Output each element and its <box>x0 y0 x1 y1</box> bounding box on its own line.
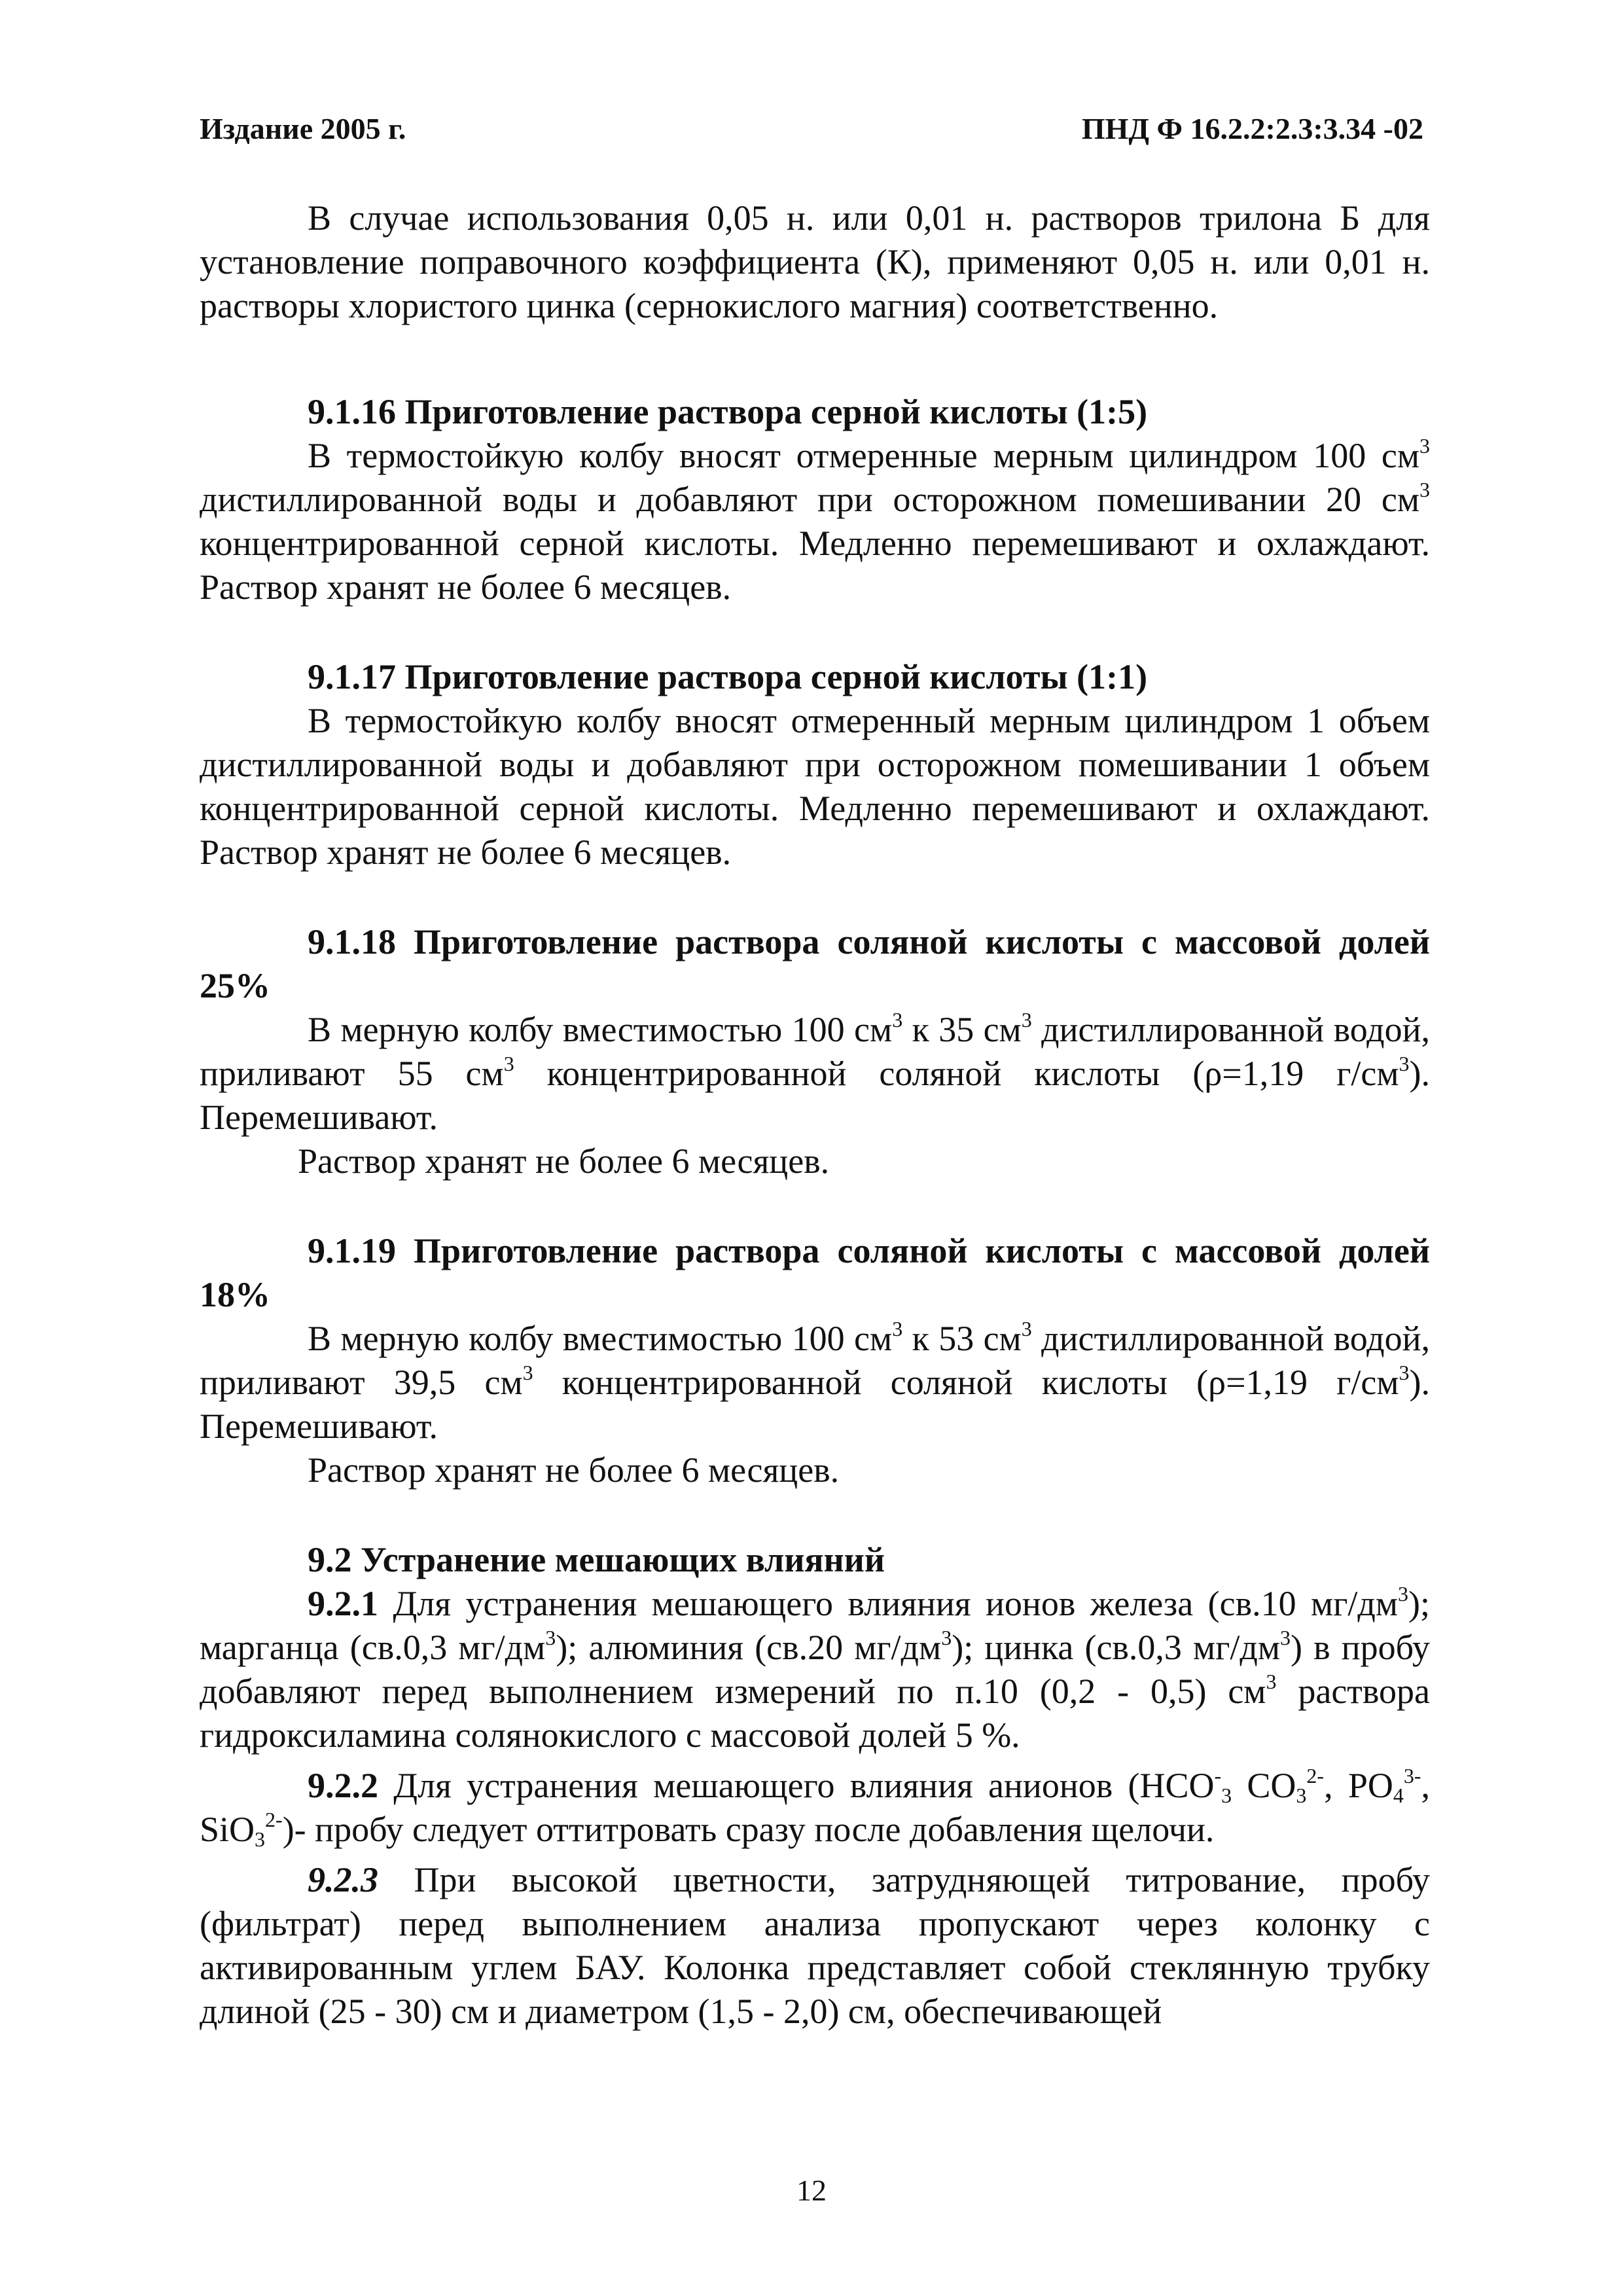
document-code: ПНД Ф 16.2.2:2.3:3.34 -02 <box>1081 112 1423 145</box>
page-header <box>200 111 1423 146</box>
page-content <box>200 196 1430 2034</box>
section-9-1-17-body: В термостойкую колбу вносят отмеренный мерным цилиндром 1 объем дистиллированной воды и добавляют при осторожном помешивании 1 объем концентрированной серной кислоты. Медленно перемешивают и охлаждают. Раствор хранят не более 6 месяцев. <box>200 701 1430 872</box>
section-heading-9-1-18: 9.1.18 Приготовление раствора соляной кислоты с массовой долей 25% <box>200 922 1430 1005</box>
edition-label: Издание 2005 г. <box>200 112 406 145</box>
section-9-2-2-body: 9.2.2 Для устранения мешающего влияния анионов ($HCO^-_3$ $CO_3^{2-}$, $PO_4^{3-}$, SiO$_3^{2-}$)- пробу следует оттитровать сразу после добавления щелочи. <box>200 1764 1430 1851</box>
intro-paragraph: В случае использования 0,05 н. или 0,01 н. растворов трилона Б для установление поправочного коэффициента (К), применяют 0,05 н. или 0,01 н. растворы хлористого цинка (сернокислого магния) соответственно. <box>200 198 1430 325</box>
section-heading-9-1-19: 9.1.19 Приготовление раствора соляной кислоты с массовой долей 18% <box>200 1231 1430 1314</box>
section-9-1-16-body: В термостойкую колбу вносят отмеренные мерным цилиндром 100 $см^3$ дистиллированной воды и добавляют при осторожном помешивании 20 $см^3$ концентрированной серной кислоты. Медленно перемешивают и охлаждают. Раствор хранят не более 6 месяцев. <box>200 434 1430 607</box>
section-9-2-1-body: 9.2.1 Для устранения мешающего влияния ионов железа (св.10 $мг/дм^3$); марганца (св.0,3 $мг/дм^3$); алюминия (св.20 $мг/дм^3$); цинка (св.0,3 $мг/дм^3$) в пробу добавляют перед выполнением измерений по п.10 (0,2 - 0,5) $см^3$ раствора гидроксиламина солянокислого с массовой долей 5 %. <box>200 1582 1431 1755</box>
section-9-1-19-storage: Раствор хранят не более 6 месяцев. <box>308 1450 840 1490</box>
section-9-1-18-body: В мерную колбу вместимостью 100 $см^3$ к 35 $см^3$ дистиллированной водой, приливают 55 $см^3$ концентрированной соляной кислоты (ρ=1,19 $г/см^3$). Перемешивают. <box>200 1008 1431 1137</box>
page-number: 12 <box>796 2174 827 2207</box>
section-9-1-18-storage: Раствор хранят не более 6 месяцев. <box>298 1141 830 1181</box>
section-heading-9-1-16: 9.1.16 Приготовление раствора серной кислоты (1:5) <box>308 392 1148 431</box>
section-9-2-3-body: 9.2.3 При высокой цветности, затрудняющей титрование, пробу (фильтрат) перед выполнением анализа пропускают через колонку с активированным углем БАУ. Колонка представляет собой стеклянную трубку длиной (25 - 30) см и диаметром (1,5 - 2,0) см, обеспечивающей <box>200 1860 1430 2031</box>
section-heading-9-1-17: 9.1.17 Приготовление раствора серной кислоты (1:1) <box>308 657 1148 696</box>
section-heading-9-2: 9.2 Устранение мешающих влияний <box>308 1540 885 1579</box>
section-9-1-19-body: В мерную колбу вместимостью 100 $см^3$ к 53 $см^3$ дистиллированной водой, приливают 39,5 $см^3$ концентрированной соляной кислоты (ρ=1,19 $г/см^3$). Перемешивают. <box>200 1317 1431 1446</box>
